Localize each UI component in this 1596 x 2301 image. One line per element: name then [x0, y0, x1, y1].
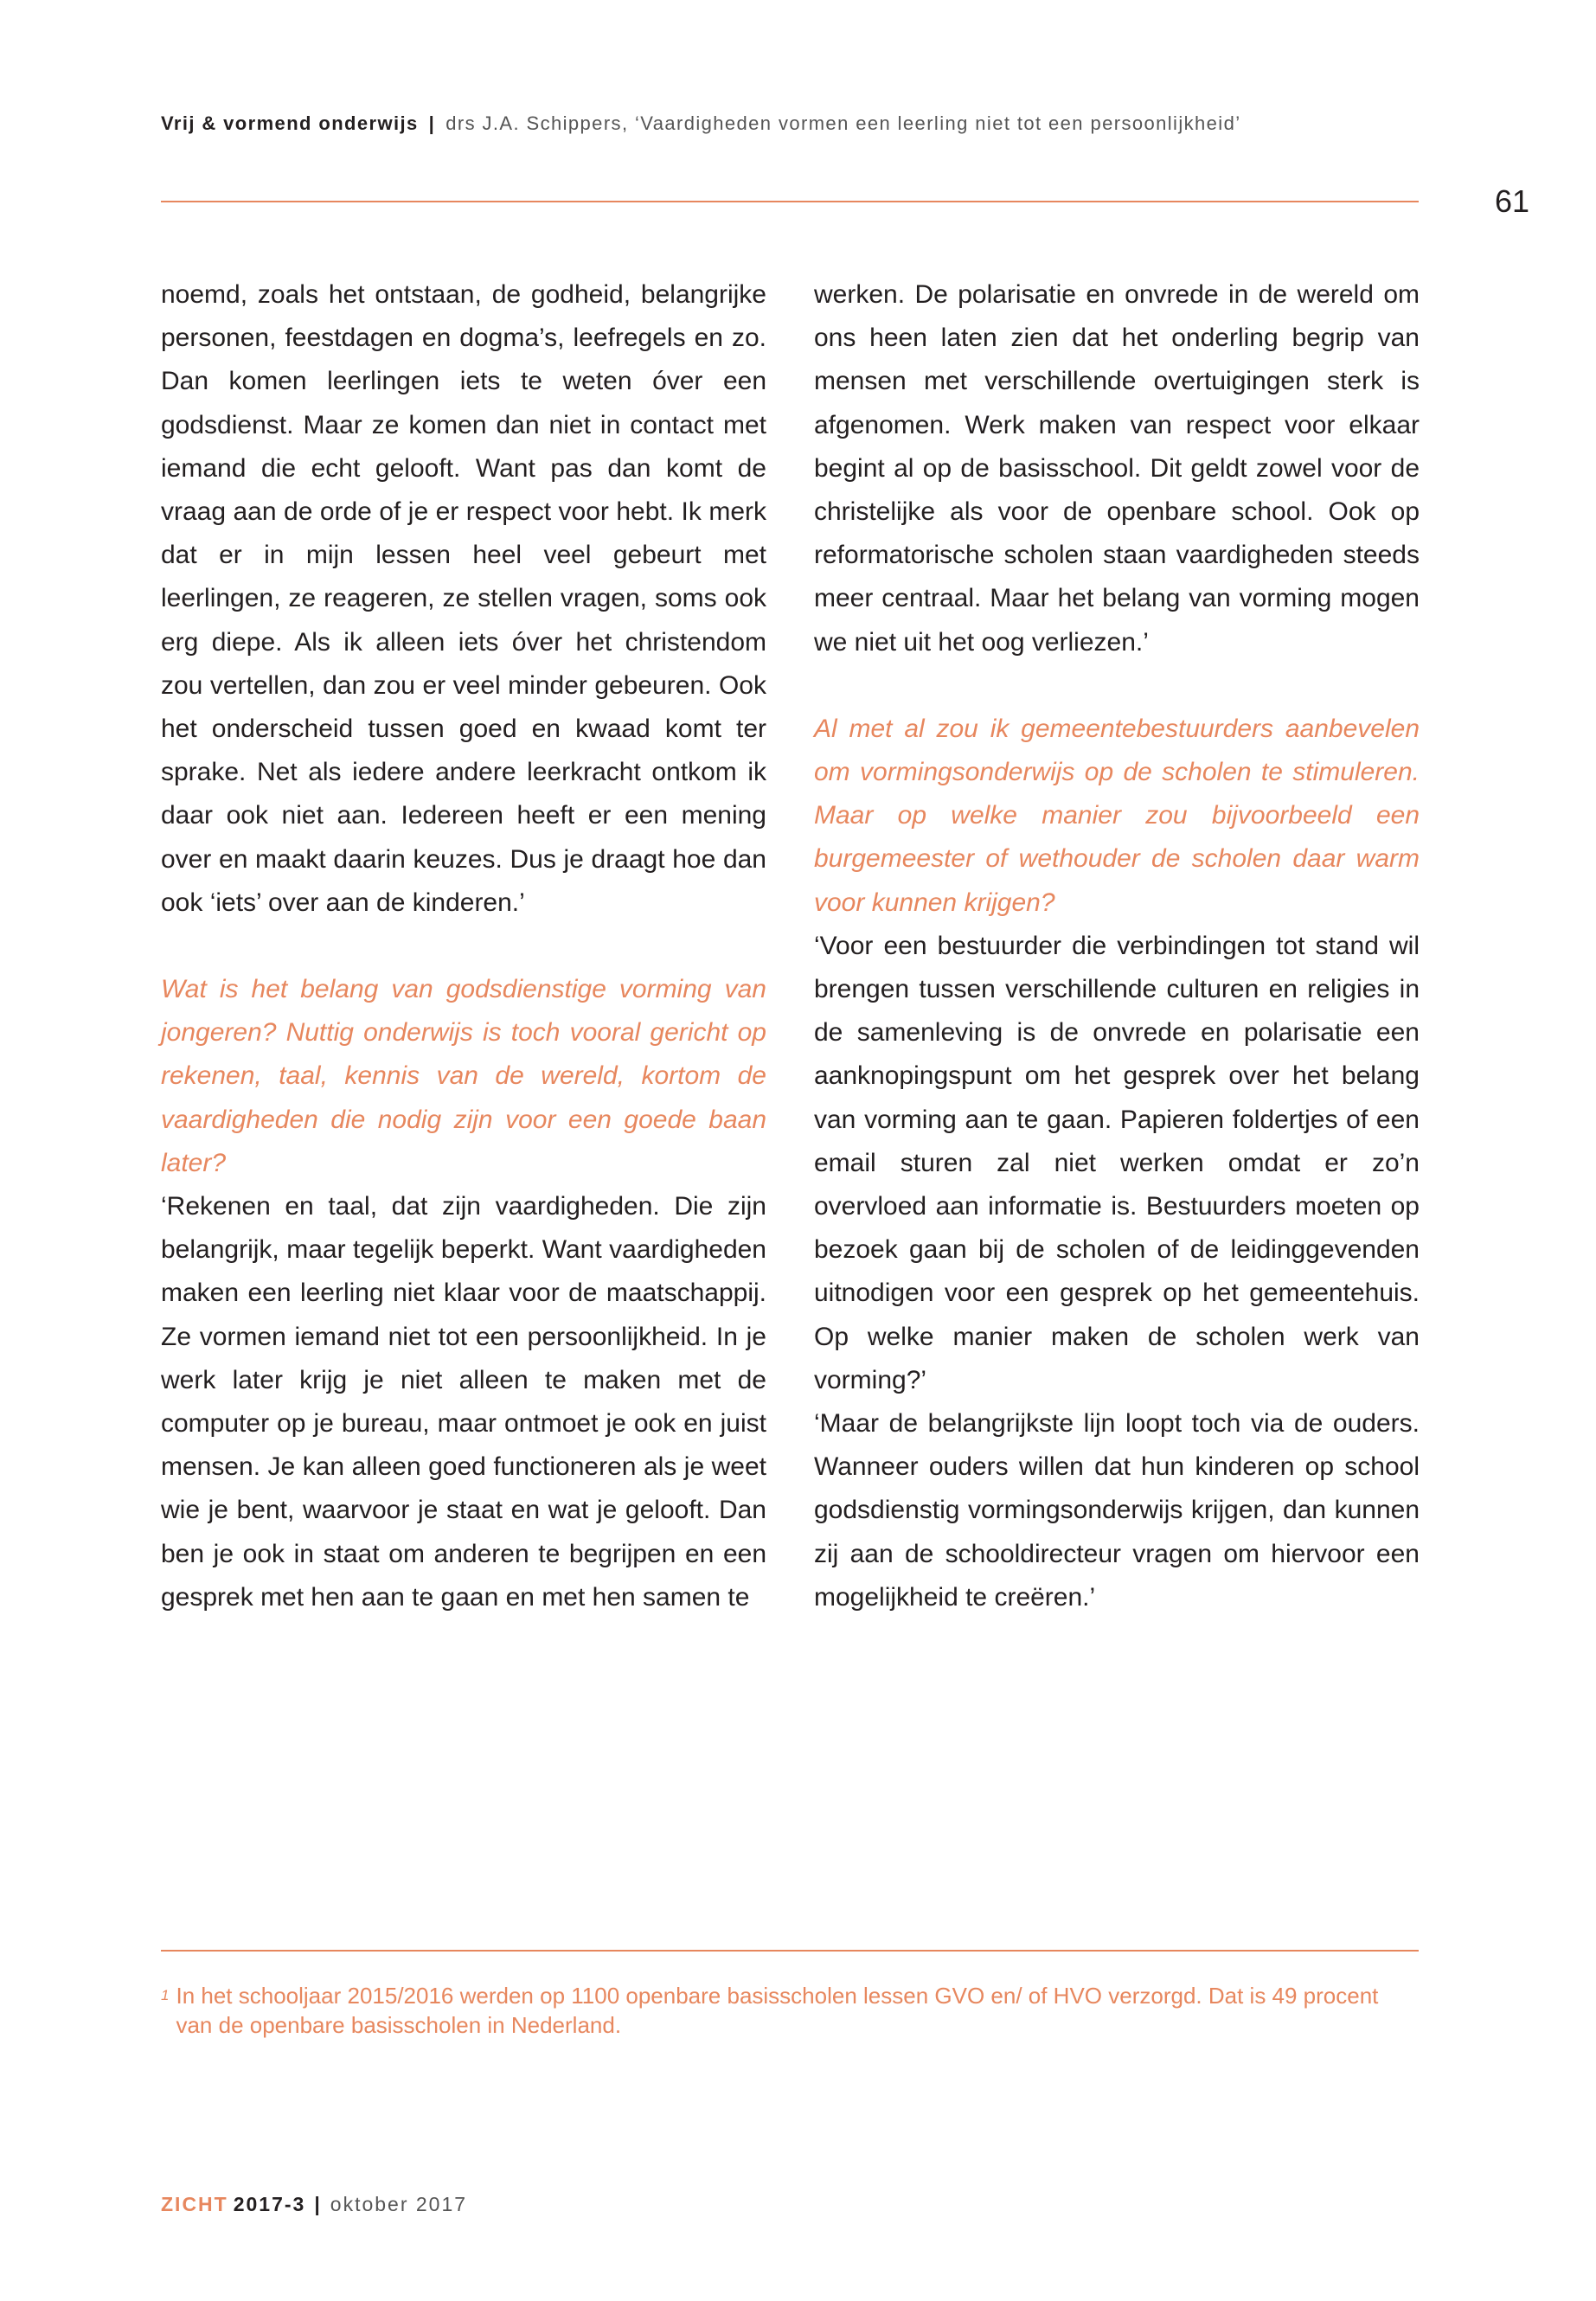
right-paragraph-1: werken. De polarisatie en onvrede in de wereld om ons heen laten zien dat het onderling begrip van mensen met verschillende overtuigingen sterk is afgenomen. Werk maken van respect voor elkaar begint al op de basisschool. Dit geldt zowel voor de christelijke als voor de openbare school. Ook op reformatorische scholen staan vaardigheden steeds meer centraal. Maar het belang van vorming mogen we niet uit het oog verliezen.’: [814, 280, 1420, 657]
running-header: [161, 112, 1424, 135]
right-column: [814, 273, 1420, 1619]
header-section: Vrij & vormend onderwijs: [161, 112, 419, 134]
left-interview-question: Wat is het belang van godsdienstige vorming van jongeren? Nuttig onderwijs is toch vooral gericht op rekenen, taal, kennis van de wereld, kortom de vaardigheden die nodig zijn voor een goede baan later?: [161, 975, 766, 1177]
left-paragraph-1: noemd, zoals het ontstaan, de godheid, belangrijke personen, feestdagen en dogma’s, leefregels en zo. Dan komen leerlingen iets te weten óver een godsdienst. Maar ze komen dan niet in contact met iemand die echt gelooft. Want pas dan komt de vraag aan de orde of je er respect voor hebt. Ik merk dat er in mijn lessen heel veel gebeurt met leerlingen, ze reageren, ze stellen vragen, soms ook erg diepe. Als ik alleen iets óver het christendom zou vertellen, dan zou er veel minder gebeuren. Ook het onderscheid tussen goed en kwaad komt ter sprake. Net als iedere andere leerkracht ontkom ik daar ook niet aan. Iedereen heeft er een mening over en maakt daarin keuzes. Dus je draagt hoe dan ook ‘iets’ over aan de kinderen.’: [161, 280, 766, 917]
footnote-text: In het schooljaar 2015/2016 werden op 1100 openbare basisscholen lessen GVO en/ of HVO verzorgd. Dat is 49 procent van de openbare basisscholen in Nederland.: [176, 1983, 1379, 2038]
footer-separator: |: [314, 2193, 322, 2215]
footer-brand: ZICHT: [161, 2193, 228, 2215]
footnote-marker: 1: [161, 1987, 170, 2003]
right-paragraph-2: ‘Voor een bestuurder die verbindingen tot stand wil brengen tussen verschillende culturen en religies in de samenleving is de onvrede en polarisatie een aanknopingspunt om het gesprek over het belang van vorming aan te gaan. Papieren foldertjes of een email sturen zal niet werken omdat er zo’n overvloed aan informatie is. Bestuurders moeten op bezoek gaan bij de scholen of de leidinggevenden uitnodigen voor een gesprek op het gemeentehuis. Op welke manier maken de scholen werk van vorming?’: [814, 931, 1420, 1394]
footer-date: oktober 2017: [330, 2193, 468, 2215]
header-author-title: drs J.A. Schippers, ‘Vaardigheden vormen een leerling niet tot een persoonlijkheid’: [445, 112, 1241, 134]
page-number: 61: [1495, 183, 1530, 219]
footer-issue: 2017-3: [233, 2193, 306, 2215]
right-interview-question: Al met al zou ik gemeentebestuurders aanbevelen om vormingsonderwijs op de scholen te stimuleren. Maar op welke manier zou bijvoorbeeld een burgemeester of wethouder de scholen daar warm voor kunnen krijgen?: [814, 714, 1420, 917]
footnote: [161, 1981, 1398, 2040]
right-paragraph-3: ‘Maar de belangrijkste lijn loopt toch via de ouders. Wanneer ouders willen dat hun kinderen op school godsdienstig vormingsonderwijs krijgen, dan kunnen zij aan de schooldirecteur vragen om hiervoor een mogelijkheid te creëren.’: [814, 1409, 1420, 1612]
left-column: [161, 273, 766, 1619]
header-rule: [161, 201, 1419, 202]
left-paragraph-2: ‘Rekenen en taal, dat zijn vaardigheden. Die zijn belangrijk, maar tegelijk beperkt. Want vaardigheden maken een leerling niet klaar voor de maatschappij. Ze vormen iemand niet tot een persoonlijkheid. In je werk later krijg je niet alleen te maken met de computer op je bureau, maar ontmoet je ook en juist mensen. Je kan alleen goed functioneren als je weet wie je bent, waarvoor je staat en wat je gelooft. Dan ben je ook in staat om anderen te begrijpen en een gesprek met hen aan te gaan en met hen samen te: [161, 1192, 766, 1612]
header-separator: |: [428, 112, 436, 134]
page-footer: [161, 2193, 467, 2216]
footnote-rule: [161, 1950, 1419, 1952]
